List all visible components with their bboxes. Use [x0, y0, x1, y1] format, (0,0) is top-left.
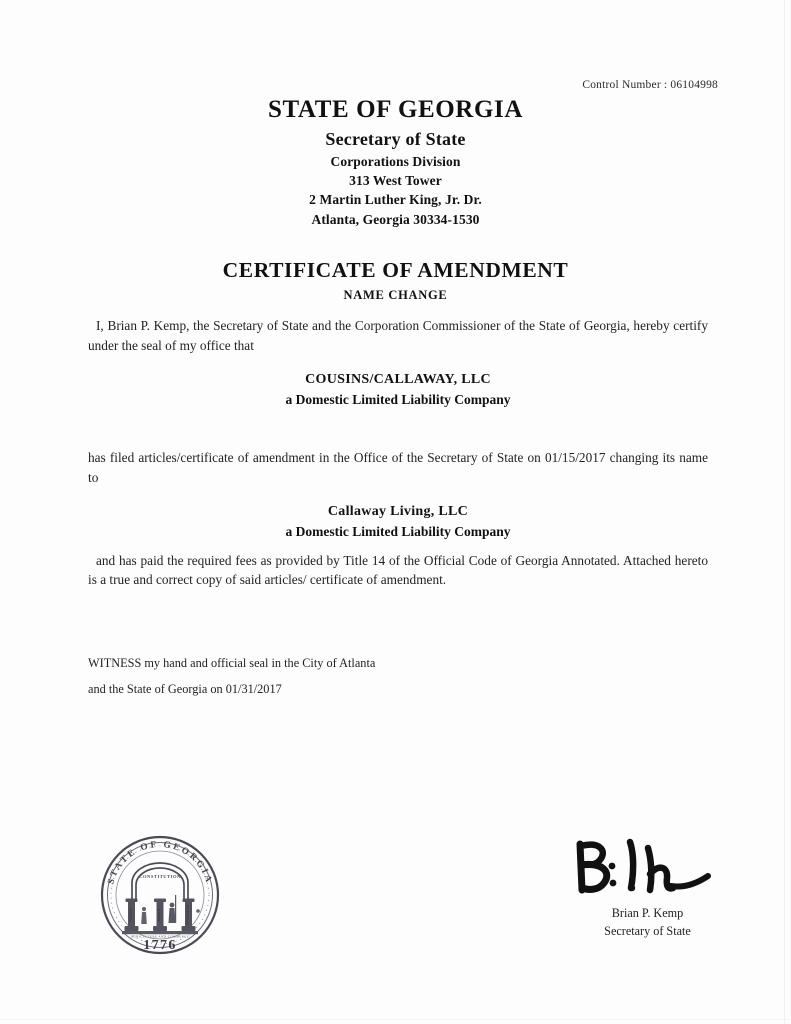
- new-entity-type: a Domestic Limited Liability Company: [285, 524, 511, 540]
- witness-line-2: and the State of Georgia on 01/31/2017: [88, 682, 282, 697]
- division-line: Corporations Division: [330, 154, 461, 170]
- witness-block: [88, 650, 588, 703]
- signer-title: Secretary of State: [604, 924, 691, 939]
- fees-paragraph: and has paid the required fees as provided by Title 14 of the Official Code of Georgia Annotated. Attached hereto is a true and correct copy of said articles/ certificate of amendment.: [88, 552, 708, 588]
- suite-line: 313 West Tower: [349, 173, 442, 189]
- city-state-zip-line: Atlanta, Georgia 30334-1530: [311, 211, 480, 227]
- signer-name: Brian P. Kemp: [611, 906, 684, 920]
- certificate-title-block: [0, 258, 791, 303]
- new-entity-name: Callaway Living, LLC: [327, 504, 469, 520]
- spacer-two: [88, 543, 708, 551]
- former-entity-type: a Domestic Limited Liability Company: [285, 392, 511, 408]
- seal-bottom-banner: AGRICULTURE AND COMMERCE: [130, 934, 190, 939]
- seal-arch-text: CONSTITUTION: [139, 874, 181, 879]
- signature-mark: [540, 838, 755, 904]
- office-title: Secretary of State: [325, 129, 466, 149]
- seal-year: 1776: [143, 938, 177, 953]
- seal-pillar-justice: JUSTICE: [157, 908, 161, 922]
- scan-edge-bottom: [0, 1019, 791, 1020]
- seal-pillar-wisdom: WISDOM: [128, 907, 133, 923]
- letterhead: [0, 96, 791, 229]
- state-seal: [98, 833, 222, 957]
- spacer-one: [88, 410, 708, 448]
- new-entity-block: [88, 501, 708, 542]
- former-entity-block: [88, 369, 708, 410]
- state-title: STATE OF GEORGIA: [267, 96, 523, 123]
- seal-arc-text: STATE OF GEORGIA: [106, 839, 214, 886]
- former-entity-name: COUSINS/CALLAWAY, LLC: [305, 372, 491, 388]
- certificate-title: CERTIFICATE OF AMENDMENT: [222, 258, 569, 282]
- street-line: 2 Martin Luther King, Jr. Dr.: [309, 192, 482, 208]
- signature-block: [540, 838, 755, 941]
- filing-paragraph: has filed articles/certificate of amendment in the Office of the Secretary of State on 01/15/2017 changing its name to: [88, 450, 708, 485]
- witness-line-1: WITNESS my hand and official seal in the City of Atlanta: [88, 656, 376, 670]
- certificate-subtitle: NAME CHANGE: [343, 288, 448, 302]
- seal-pillar-moderation: MODERATION: [185, 904, 190, 926]
- certification-paragraph: I, Brian P. Kemp, the Secretary of State and the Corporation Commissioner of the State of Georgia, hereby certify under the seal of my office that: [88, 318, 708, 353]
- control-number: Control Number : 06104998: [582, 79, 718, 91]
- certificate-body: [88, 316, 708, 590]
